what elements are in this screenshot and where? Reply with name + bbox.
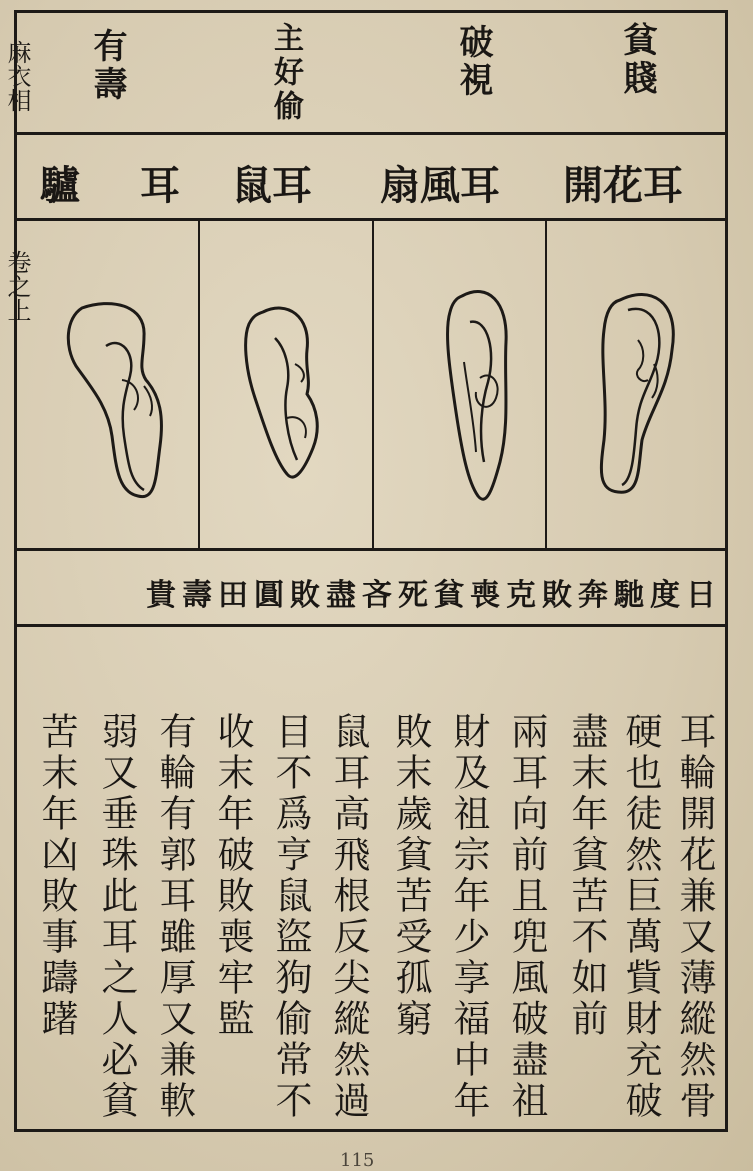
margin-label-top: 麻衣相 bbox=[3, 40, 31, 112]
ear-fan-drawing bbox=[430, 282, 530, 512]
ear-rat-drawing bbox=[235, 298, 335, 488]
body-col-3: 盡末年貧苦不如前 bbox=[565, 712, 608, 1040]
margin-label-mid: 卷之上 bbox=[3, 250, 31, 322]
rule-4 bbox=[14, 624, 728, 627]
body-col-12: 苦末年凶敗事躊躇 bbox=[35, 712, 78, 1040]
divider-1 bbox=[198, 221, 200, 548]
rule-3 bbox=[14, 548, 728, 551]
body-col-10: 有輪有郭耳雖厚又兼軟 bbox=[153, 712, 196, 1122]
ear-name-fan: 扇風耳 bbox=[380, 162, 500, 209]
ear-name-flower: 開花耳 bbox=[563, 162, 683, 209]
body-col-5: 財及祖宗年少享福中年 bbox=[447, 712, 490, 1122]
body-col-1: 耳輪開花兼又薄縱然骨 bbox=[673, 712, 716, 1122]
body-col-9: 收末年破敗喪牢監 bbox=[211, 712, 254, 1040]
page-number: 115 bbox=[340, 1150, 375, 1171]
ear-donkey-drawing bbox=[60, 296, 180, 506]
rule-1 bbox=[14, 132, 728, 135]
body-col-7: 鼠耳高飛根反尖縱然過 bbox=[327, 712, 370, 1122]
body-col-2: 硬也徒然巨萬貲財充破 bbox=[619, 712, 662, 1122]
ear-name-donkey: 驢耳 bbox=[40, 162, 240, 209]
divider-3 bbox=[545, 221, 547, 548]
body-col-8: 目不爲亨鼠盜狗偷常不 bbox=[269, 712, 312, 1122]
ear-name-rat: 鼠耳 bbox=[232, 162, 312, 209]
label-thief: 主好偷 bbox=[268, 22, 303, 124]
label-poor: 貧賤 bbox=[617, 22, 657, 98]
label-broken: 破視 bbox=[453, 24, 493, 100]
divider-2 bbox=[372, 221, 374, 548]
body-col-4: 兩耳向前且兜風破盡祖 bbox=[505, 712, 548, 1122]
body-col-11: 弱又垂珠此耳之人必貧 bbox=[95, 712, 138, 1122]
label-longevity: 有壽 bbox=[87, 28, 127, 104]
body-col-6: 敗末歲貧苦受孤窮 bbox=[389, 712, 432, 1040]
rule-2 bbox=[14, 218, 728, 221]
fortune-summary-row: 貴壽田圓敗盡吝死貧喪克敗奔馳度日 bbox=[146, 578, 722, 613]
ear-flower-drawing bbox=[580, 280, 690, 510]
